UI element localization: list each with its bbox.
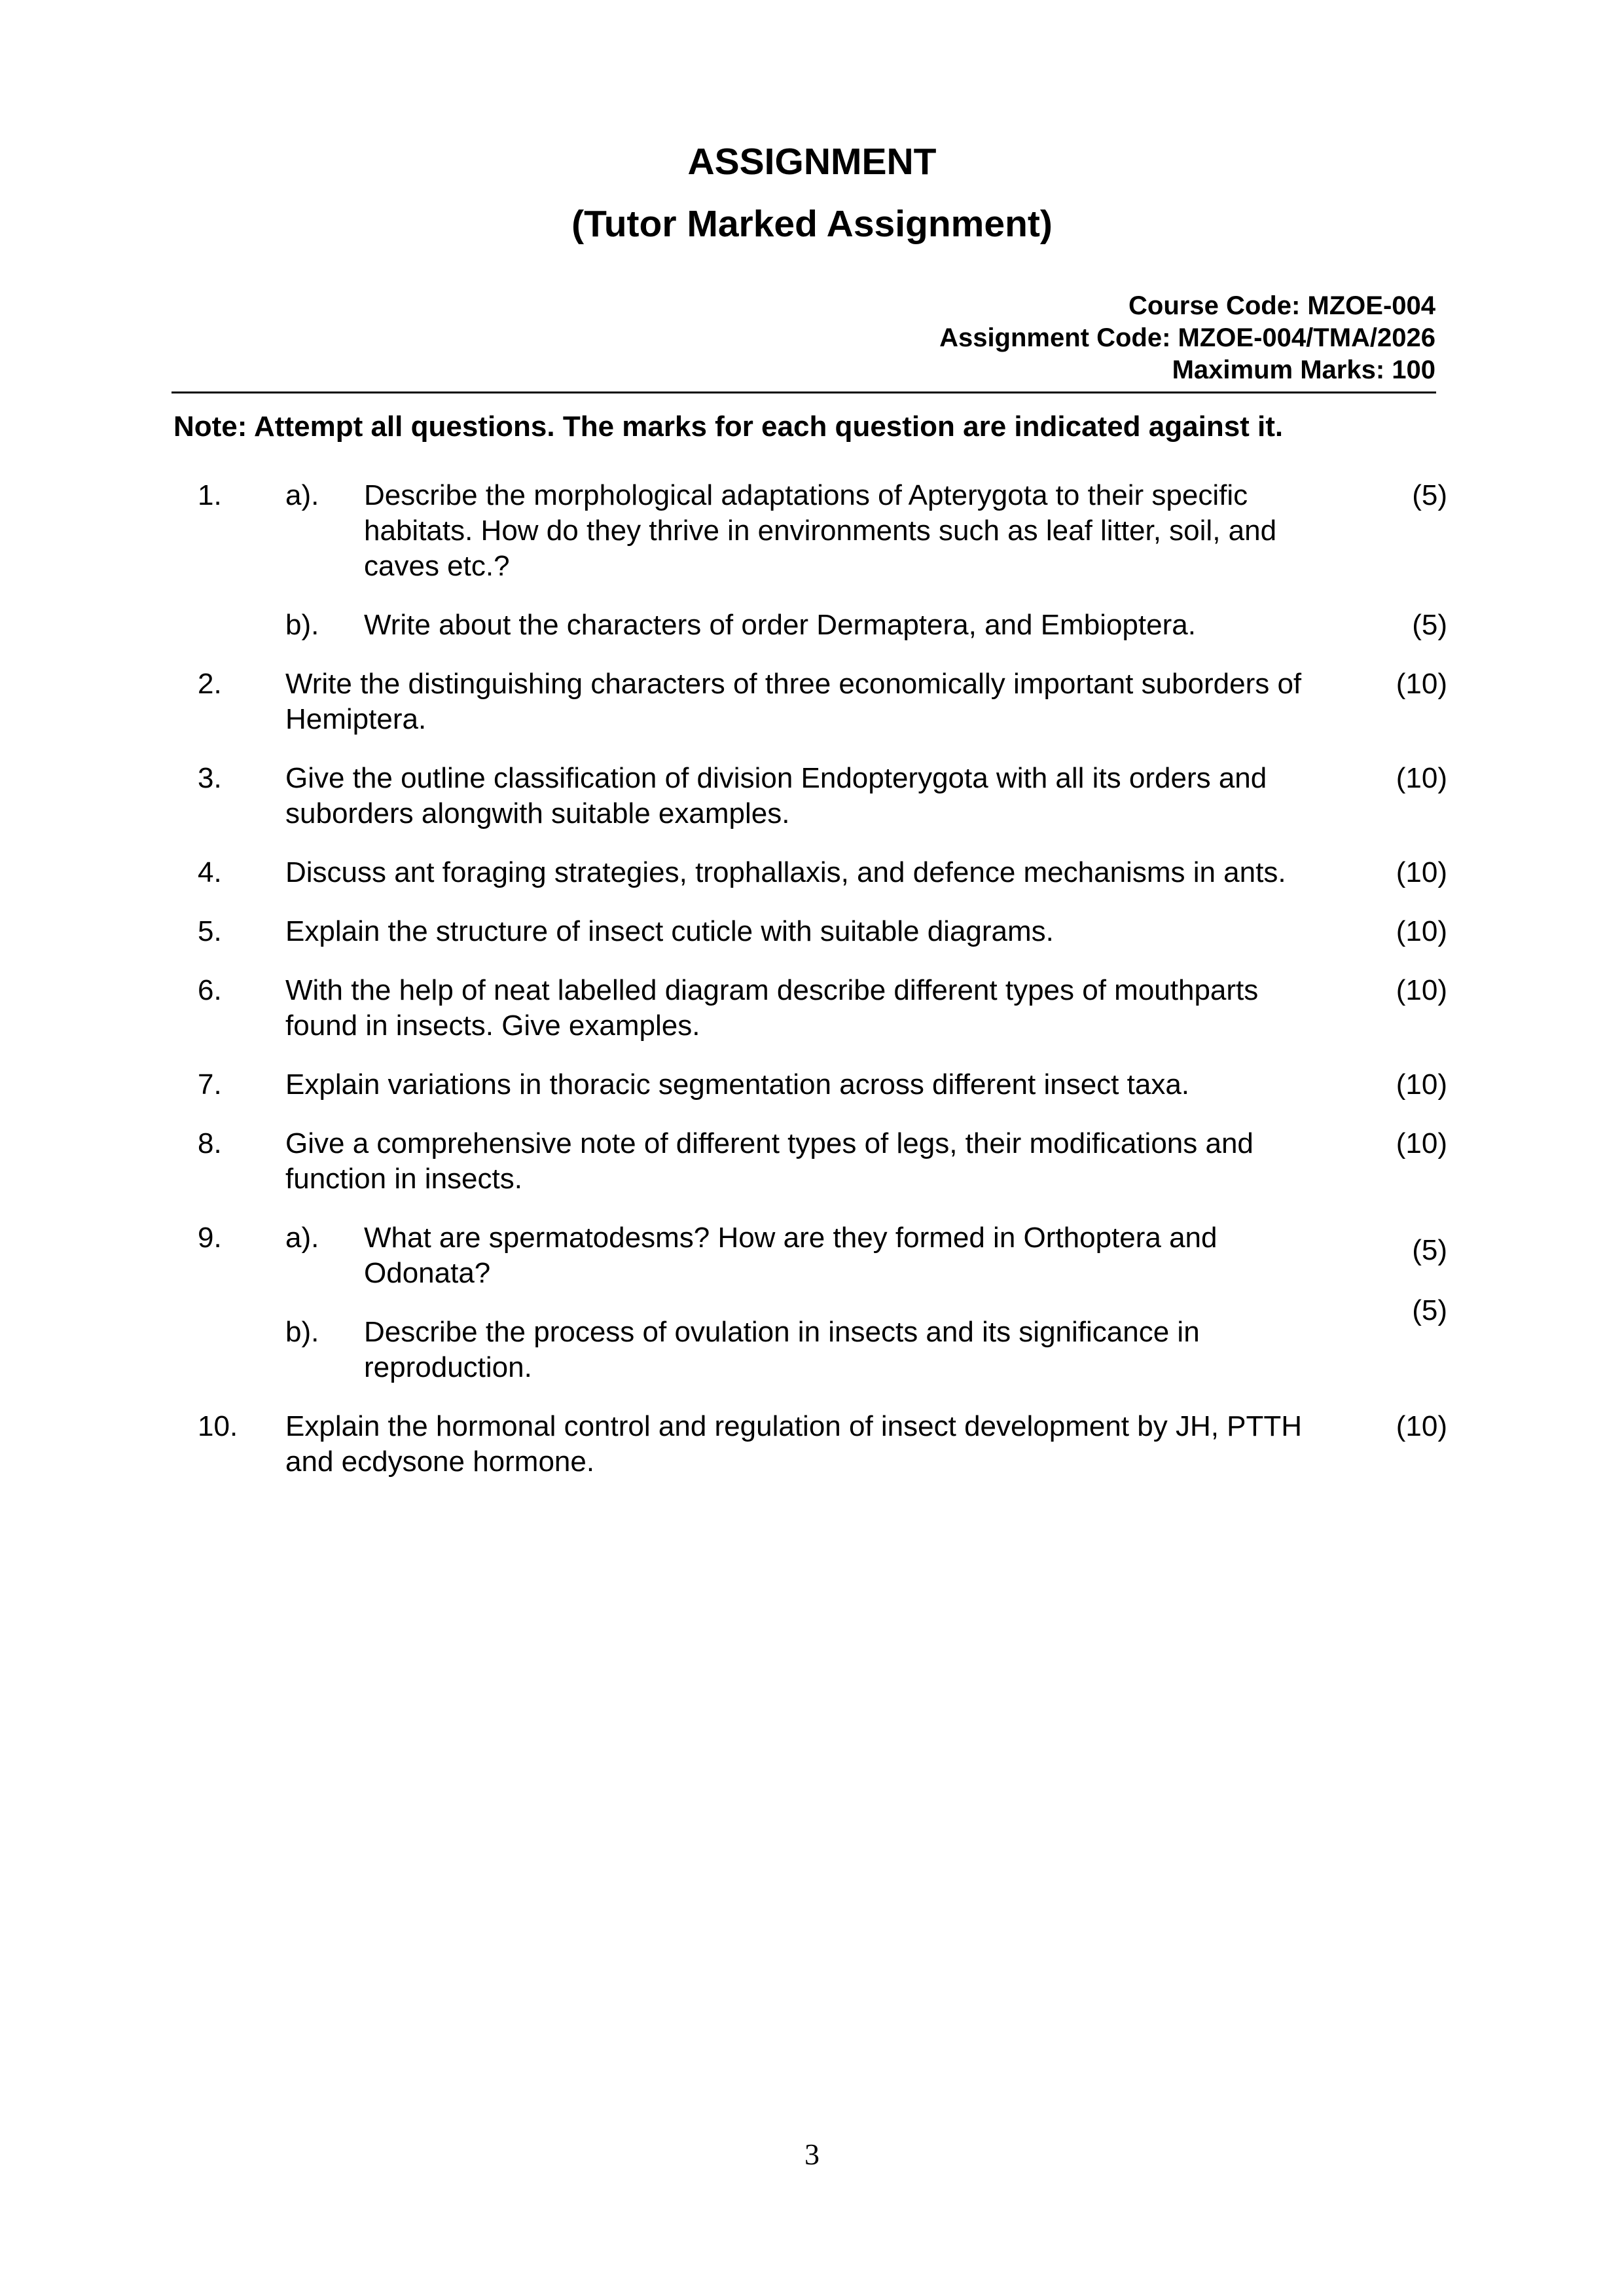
code-block	[939, 290, 1435, 386]
question-7	[0, 1067, 1624, 1102]
question-text: Describe the morphological adaptations of Apterygota to their specific habitats. How do they thrive in environments such as leaf litter, soil, and caves etc.?	[364, 479, 1277, 582]
question-number: 7.	[198, 1068, 222, 1101]
instructions-note: Note: Attempt all questions. The marks for each question are indicated against it.	[173, 410, 1284, 443]
part-letter: a).	[285, 1222, 319, 1254]
course-code: Course Code: MZOE-004	[1128, 291, 1435, 320]
question-marks: (5)	[1412, 479, 1447, 511]
question-text: Write about the characters of order Dermaptera, and Embioptera.	[364, 609, 1196, 641]
page-subtitle: (Tutor Marked Assignment)	[571, 203, 1053, 245]
header-divider	[171, 392, 1436, 393]
question-marks: (5)	[1412, 609, 1447, 641]
question-part	[0, 1315, 1624, 1385]
question-marks: (10)	[1396, 915, 1447, 947]
question-number: 10.	[198, 1410, 238, 1442]
question-3	[0, 761, 1624, 831]
title-block	[0, 131, 1624, 255]
maximum-marks: Maximum Marks: 100	[1172, 355, 1435, 384]
assignment-code: Assignment Code: MZOE-004/TMA/2026	[939, 323, 1435, 352]
question-number: 5.	[198, 915, 222, 947]
question-marks: (10)	[1396, 762, 1447, 794]
question-4	[0, 855, 1624, 890]
question-9	[0, 1220, 1624, 1385]
page-number: 3	[804, 2138, 820, 2171]
question-text: Give the outline classification of division Endopterygota with all its orders and suborders alongwith suitable examples.	[285, 762, 1267, 829]
question-text: What are spermatodesms? How are they formed in Orthoptera and Odonata?	[364, 1222, 1218, 1289]
question-number: 8.	[198, 1127, 222, 1159]
question-text: Discuss ant foraging strategies, trophallaxis, and defence mechanisms in ants.	[285, 856, 1286, 888]
part-letter: b).	[285, 1316, 319, 1348]
question-marks: (5)	[1412, 1294, 1447, 1326]
question-marks: (5)	[1412, 1234, 1447, 1266]
question-marks: (10)	[1396, 856, 1447, 888]
question-marks: (10)	[1396, 1068, 1447, 1101]
question-text: Explain the hormonal control and regulation of insect development by JH, PTTH and ecdysone hormone.	[285, 1410, 1303, 1478]
question-6	[0, 973, 1624, 1044]
question-marks: (10)	[1396, 668, 1447, 700]
page-title: ASSIGNMENT	[687, 141, 937, 183]
question-number: 3.	[198, 762, 222, 794]
question-1	[0, 478, 1624, 643]
question-marks: (10)	[1396, 1410, 1447, 1442]
question-part	[0, 478, 1624, 584]
question-8	[0, 1126, 1624, 1197]
question-number: 1.	[198, 479, 222, 511]
question-text: Explain variations in thoracic segmentation across different insect taxa.	[285, 1068, 1190, 1101]
question-list	[0, 478, 1624, 1480]
question-text: Describe the process of ovulation in insects and its significance in reproduction.	[364, 1316, 1200, 1383]
part-letter: a).	[285, 479, 319, 511]
question-number: 4.	[198, 856, 222, 888]
question-number: 2.	[198, 668, 222, 700]
question-marks: (10)	[1396, 974, 1447, 1006]
question-marks: (10)	[1396, 1127, 1447, 1159]
question-text: With the help of neat labelled diagram describe different types of mouthparts found in insects. Give examples.	[285, 974, 1259, 1042]
question-part	[0, 1220, 1624, 1291]
question-part	[0, 608, 1624, 643]
question-2	[0, 666, 1624, 737]
question-5	[0, 914, 1624, 949]
question-10	[0, 1409, 1624, 1480]
question-number: 9.	[198, 1222, 222, 1254]
question-text: Write the distinguishing characters of three economically important suborders of Hemiptera.	[285, 668, 1302, 735]
part-letter: b).	[285, 609, 319, 641]
question-text: Explain the structure of insect cuticle with suitable diagrams.	[285, 915, 1054, 947]
question-text: Give a comprehensive note of different types of legs, their modifications and function in insects.	[285, 1127, 1254, 1195]
question-number: 6.	[198, 974, 222, 1006]
